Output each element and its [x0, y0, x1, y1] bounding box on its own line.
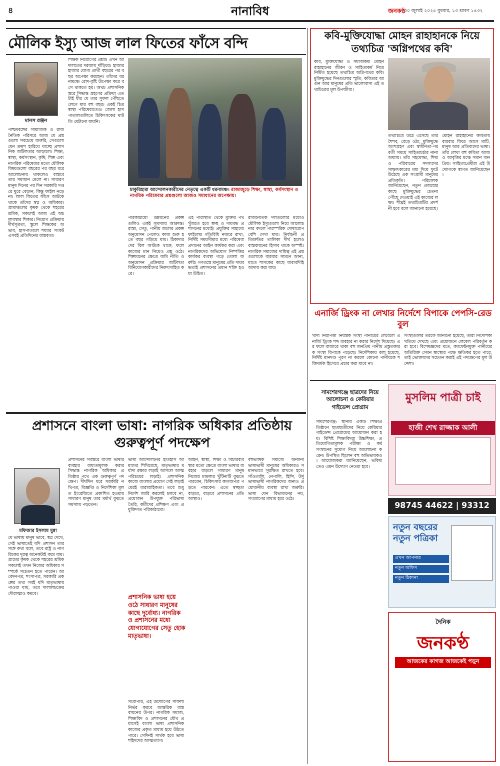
article1-column-3: পরিকাঠামো উন্নয়নের প্রকল্পগুলিও একই সমস্যায় আক্রান্ত। রাস্তা, সেতু, পানীয় জলের প্রকল্প অনুমোদন পেলেও কাজ শুরু হতে বছর গড়িয়ে যায়। ঠিকাদারদের বিল আটকে থাকে, ফলে কাজের মান নিয়েও প্রশ্ন ওঠে। শিল্পায়নের ক্ষেত্রে জমি নীতি ও অনুমোদন প্রক্রিয়ার জটিলতা বিনিয়োগকারীদের নিরুৎসাহিত করে। — [128, 216, 184, 277]
article1-main-photo — [128, 58, 302, 186]
newspaper-ad-title: নতুন বছরের নতুন পত্রিকা — [393, 523, 438, 544]
article1-column-4: এই পরিস্থিতি থেকে মুক্তির পথ খুঁজতে হবে স্বচ্ছ ও দায়বদ্ধ প্রশাসনের মধ্যেই। প্রযুক্তির সাহায্যে ফাইলের গতিবিধি নজরে রাখা, নির্দিষ্ট সময়সীমার মধ্যে পরিষেবা প্রদানের আইন কার্যকর করা এবং নাগরিকদের অভিযোগ নিষ্পত্তির কার্যকর ব্যবস্থা গড়ে তোলা জরুরি। গণতন্ত্রে মানুষের প্রতি দায়বদ্ধতাই প্রশাসনের প্রধান শক্তি হওয়া উচিত। — [188, 216, 244, 277]
masthead-ad-prefix: দৈনিক — [435, 619, 451, 626]
article1-top-rule — [6, 28, 306, 29]
article4-column-2: যে ভাষায় মানুষ ভাবে, স্বপ্ন দেখে, সেই ভাষাতেই যদি প্রশাসন তার সঙ্গে কথা বলে, তবে রাষ্ট্র ও নাগরিকের দূরত্ব অনেকটাই কমে যায়। গ্রামের কৃষক থেকে শহরের শ্রমিক সকলেই তখন নিজের অধিকার সম্পর্কে সচেতন হতে পারেন। আবেদনপত্র, শংসাপত্র, সরকারি প্রকল্পের তথ্য সবই যদি মাতৃভাষায় পাওয়া যায়, তবে দালালচক্রের দৌরাত্ম্যও কমবে। — [8, 536, 64, 597]
notice-headline: সামশেরগঞ্জে ছাত্রদের নিয়ে আলোচনা ও কেরিয়ার গাইডেন্স প্রোগ্রাম — [321, 390, 379, 411]
article1-author-photo — [14, 62, 58, 116]
article4-column-4: আইন, স্বাস্থ্য, শিক্ষা ও বিচারব্যবস্থার মতো ক্ষেত্রে বাংলা ভাষার ব্যবহার বাড়লে সাধারণ মানুষ নিজের মামলার খুঁটিনাটি বুঝতে পারবেন, চিকিৎসার কাগজপত্র পড়তে পারবেন। এতে স্বচ্ছতা বাড়বে, বাড়বে প্রশাসনের প্রতি আস্থাও। — [188, 458, 244, 503]
article4-author-photo — [14, 468, 60, 524]
article4-column-6: সর্বোপরি, এই উদ্যোগের সাফল্য নির্ভর করবে আন্তরিক বাস্তবায়নের উপর। নাগরিক সমাজ, শিক্ষাবিদ ও প্রশাসনের যৌথ প্রয়াসেই বাংলা ভাষা প্রশাসনিক কাজের প্রকৃত মাধ্যম হয়ে উঠতে পারে। সেদিনই সার্থক হবে ভাষা শহিদদের আত্মত্যাগ। — [128, 700, 184, 745]
article4-column-1: প্রশাসনের সর্বস্তরে বাংলা ভাষার ব্যবহার বাধ্যতামূলক করার সিদ্ধান্ত নাগরিক অধিকার প্রতিষ্ঠার পথে এক গুরুত্বপূর্ণ পদক্ষেপ। দীর্ঘদিন ধরে সরকারি নথিপত্র, বিজ্ঞপ্তি ও নির্দেশিকা মূলত ইংরেজিতে প্রকাশিত হওয়ায় সাধারণ মানুষ তার মর্মার্থ বুঝতে সমস্যায় পড়তেন। — [68, 458, 124, 508]
column-separator — [307, 28, 308, 764]
matrimonial-ad — [388, 384, 496, 496]
notice-body: সামশেরগঞ্জ: স্থানীয় একটি শিক্ষাপ্রতিষ্ঠানে ছাত্রছাত্রীদের নিয়ে কেরিয়ার গাইডেন্স প্রোগ্রামের আয়োজন করা হয়। বিশিষ্ট শিক্ষাবিদরা উচ্চশিক্ষা, প্রতিযোগিতামূলক পরীক্ষা ও কর্মসংস্থানের সুযোগ নিয়ে আলোচনা করেন। উপস্থিত ছিলেন বহু অভিভাবকও। আয়োজকরা জানিয়েছেন, ভবিষ্যতেও এমন উদ্যোগ নেওয়া হবে। — [316, 420, 382, 470]
article2-column-3: মোহন রাহাহানের কবিতায় বারবার ফিরে আসে মাটি, মানুষ আর প্রতিবাদের ভাষা। তাঁর লেখা বহু কবিতা আজও আবৃত্তির মঞ্চে সমান জনপ্রিয়। সাহিত্যপ্রেমীরা এই উদ্যোগকে স্বাগত জানিয়েছেন। — [442, 134, 490, 179]
article4-byline: মফিজার ইসলাম মুন্না — [19, 529, 57, 534]
caption-highlight: রাজ্যজুড়ে শিক্ষা, স্বাস্থ্য, কর্মসংস্থান ও নাগরিক পরিষেবার প্রশ্নগুলো আজও সমাধানের অপেক্ষায়। — [130, 188, 299, 199]
matrimonial-ad-box — [395, 437, 491, 485]
article1-column-5: রাজনৈতিক দলগুলোর মধ্যেও মৌলিক ইস্যুগুলো নিয়ে আলোচনার বদলে পারস্পরিক দোষারোপ বেশি দেখা যায়। নির্বাচনী প্রতিশ্রুতির তালিকা দীর্ঘ হলেও বাস্তবায়নের হিসাব থাকে অস্পষ্ট। নাগরিক সমাজের দায়িত্ব এই প্রশ্নগুলোকে বারবার সামনে আনা, যাতে শাসকের কাছে জবাবদিহি আদায় করা যায়। — [248, 216, 304, 272]
section-title: নানাবিধ — [230, 4, 270, 18]
newspaper-ad — [388, 516, 496, 608]
article1-headline: মৌলিক ইস্যু আজ লাল ফিতের ফাঁসে বন্দি — [8, 36, 248, 52]
article1-headline-rule — [6, 54, 306, 55]
newspaper-ad-item: নতুন ঠিকানা — [393, 575, 449, 583]
advertisement — [388, 384, 496, 764]
newspaper-ad-item: নতুন অফিস — [393, 565, 449, 573]
article4-pull-quote: প্রশাসনিক ভাষা হয়ে ওঠে সাধারণ মানুষের কাছে দুর্বোধ্য। নাগরিক ও প্রশাসনের মধ্যে যোগাযোগের সেতু হোক মাতৃভাষা। — [128, 594, 186, 640]
article1-column-1: পশ্চিমবঙ্গের সামাজিক ও রাজনৈতিক পরিসরে আজ যে প্রশ্নগুলো সবচেয়ে জরুরি, সেগুলো যেন ক্রমশ হারিয়ে যাচ্ছে প্রশাসনিক জটিলতার আড়ালে। শিক্ষা, স্বাস্থ্য, কর্মসংস্থান, কৃষি, শিল্প এবং নাগরিক পরিষেবার মতো মৌলিক বিষয়গুলো বছরের পর বছর ধরে আলোচনায় থাকলেও বাস্তবে তার সমাধান মেলে না। সাধারণ মানুষ দিনের পর দিন সরকারি দপ্তরে ঘুরে বেড়ান, কিন্তু ফাইল নড়ে না। লাল ফিতের ফাঁসে আটকে থাকে তাঁদের স্বপ্ন ও অধিকার। গ্রামাঞ্চলের কৃষক থেকে শহরের শ্রমিক, সকলেই আজ এই অচলাবস্থার শিকার। নিয়োগ প্রক্রিয়ায় দীর্ঘসূত্রতা, স্কুলে শিক্ষকের অভাব, হাসপাতালে শয্যার সংকট এসবই প্রতিদিনের বাস্তবতা। — [8, 128, 64, 240]
article2-column-2: তথ্যচিত্রে উঠে এসেছে তাঁর শৈশব, বেড়ে ওঠা, মুক্তিযুদ্ধে অংশগ্রহণ এবং স্বাধীনতা-পরবর্তী সময়ে সাহিত্যচর্চার নানা অধ্যায়। তাঁর সহযোদ্ধা, শিষ্য ও পরিবারের সদস্যদের সাক্ষাৎকারের মধ্য দিয়ে ফুটে উঠেছে এক সংগ্রামী মানুষের প্রতিকৃতি। পরিচালক জানিয়েছেন, নতুন প্রজন্মের কাছে মুক্তিযুদ্ধের চেতনা পৌঁছে দেওয়াই এই কাজের লক্ষ্য। শীঘ্রই তথ্যচিত্রটির প্রদর্শনী হবে বলে জানানো হয়েছে। — [388, 134, 438, 212]
article3-headline: এনার্জি ড্রিংক না লেখার নির্দেশে বিপাকে পেপসি-রেড বুল — [314, 308, 492, 329]
masthead-logo: জনকণ্ঠ — [388, 8, 406, 15]
masthead-ad — [388, 612, 496, 762]
newspaper-ad-item: এখন আপনার — [393, 555, 449, 563]
article2-column-1: কবি, মুক্তিযোদ্ধা ও সমাজকর্মী মোহন রাহাহানের জীবন ও সাহিত্যকর্ম নিয়ে নির্মিত হয়েছে তথ্যচিত্র অগ্নিপথের কবি। মুক্তিযুদ্ধের দিনগুলোর স্মৃতি, কবিতার আগুন আর মানুষের প্রতি ভালোবাসা এই তথ্যচিত্রের মূল উপজীব্য। — [314, 60, 384, 93]
article1-byline: মানস রঞ্জন — [24, 118, 48, 124]
matrimonial-ad-subtitle: হাজী শেখ রাজ্জাক আলী — [391, 421, 495, 435]
dateline: ৩০ জুলাই ২০২৫ বুধবার, ১৩ শ্রাবণ ১৪৩২ — [404, 9, 483, 14]
ad-phone-numbers: 98745 44622 | 93312 — [388, 498, 496, 514]
masthead-ad-tagline: আজকের কাগজ আজকেই পড়ুন — [395, 657, 491, 668]
caption-lead: চাকুরিহারা আন্দোলনকারীদের নেতৃত্বে একটি ধরনামঞ্চ। — [130, 188, 230, 193]
article3-column-1: খাদ্য নিরাপত্তা নিয়ন্ত্রক সংস্থা পানীয়ের লেবেলে এনার্জি ড্রিংক শব্দ ব্যবহার না করার নির্দেশ দিয়েছে। এর ফলে বাজারে থাকা বহু জনপ্রিয় পানীয় প্রস্তুতকারক সংস্থা বিপাকে পড়েছে। নির্দেশিকায় বলা হয়েছে, নির্দিষ্ট মানদণ্ড পূরণ না করলে কোনো পানীয়কে শক্তিবর্ধক হিসেবে প্রচার করা যাবে না। — [312, 334, 400, 367]
matrimonial-ad-title: মুসলিম পাত্রী চাই — [405, 391, 481, 404]
article1-column-2: শিক্ষক নিয়োগের প্রশ্নটি এখন আদালতের দরজায় দাঁড়িয়ে। হাজার হাজার যোগ্য প্রার্থী বছরের পর বছর অপেক্ষা করছেন। তাঁদের ধরনামঞ্চে রোদ-বৃষ্টি উপেক্ষা করে বসে থাকতে হয়। অথচ প্রশাসনিক স্তরে সিদ্ধান্ত গ্রহণের প্রক্রিয়া এতটাই ধীর যে তার সুফল পৌঁছতে লেগে যায় বহু বছর। একই চিত্র স্বাস্থ্য পরিষেবাতেও। জেলা হাসপাতালগুলিতে চিকিৎসকের ঘাটতি মেটানো যায়নি। — [68, 58, 124, 125]
masthead-ad-logo: জনকণ্ঠ — [417, 633, 469, 654]
article3-bottom-rule — [310, 380, 496, 381]
article1-photo-caption — [130, 188, 302, 200]
article2-headline: কবি-মুক্তিযোদ্ধা মোহন রাহাহানকে নিয়ে তথ্যচিত্র 'অগ্নিপথের কবি' — [324, 31, 480, 55]
article4-column-3: ভাষা আন্দোলনের ইতিহাস আমাদের শিখিয়েছে, মাতৃভাষার মর্যাদা রক্ষার লড়াই আসলে আত্মপরিচয়ের লড়াই। প্রশাসনিক কাজে বাংলার প্রয়োগ সেই লড়াইয়েরই ধারাবাহিকতা। তবে শুধু নির্দেশ জারি করলেই চলবে না, প্রয়োজন উপযুক্ত পরিভাষা তৈরি, কর্মীদের প্রশিক্ষণ এবং প্রযুক্তিগত পরিকাঠামো। — [128, 458, 184, 514]
newspaper-ad-list — [393, 555, 449, 585]
page-number: ৪ — [8, 6, 14, 15]
header-rule — [6, 20, 494, 22]
article4-top-rule — [6, 412, 306, 414]
article3-column-2: সংস্থাগুলির তরফে জানানো হয়েছে, তারা নির্দেশিকা খতিয়ে দেখছে এবং প্রয়োজনে লেবেল পরিবর্তন করা হবে। বিশেষজ্ঞদের মতে, ক্যাফেইনযুক্ত পানীয়ের অতিরিক্ত সেবন স্বাস্থ্যের পক্ষে ক্ষতিকর হতে পারে, তাই ভোক্তাদের সচেতন করাই এই পদক্ষেপের মূল উদ্দেশ্য। — [404, 334, 492, 367]
newspaper-thumbnail — [451, 525, 493, 581]
article4-column-5: বহুভাষিক সমাজে অন্যান্য ভাষাভাষী মানুষের অধিকারও সমানভাবে সুরক্ষিত রাখতে হবে। সাঁওতালি, নেপালি, হিন্দি, উর্দু ভাষাভাষী নাগরিকদের জন্যও প্রয়োজনীয় ব্যবস্থা রাখা জরুরি। ভাষা যেন বিভাজনের নয়, সংযোগের মাধ্যম হয়ে ওঠে। — [248, 458, 304, 503]
article4-headline: প্রশাসনে বাংলা ভাষা: নাগরিক অধিকার প্রতিষ্ঠায় গুরুত্বপূর্ণ পদক্ষেপ — [31, 418, 292, 451]
article2-portrait — [388, 58, 490, 130]
